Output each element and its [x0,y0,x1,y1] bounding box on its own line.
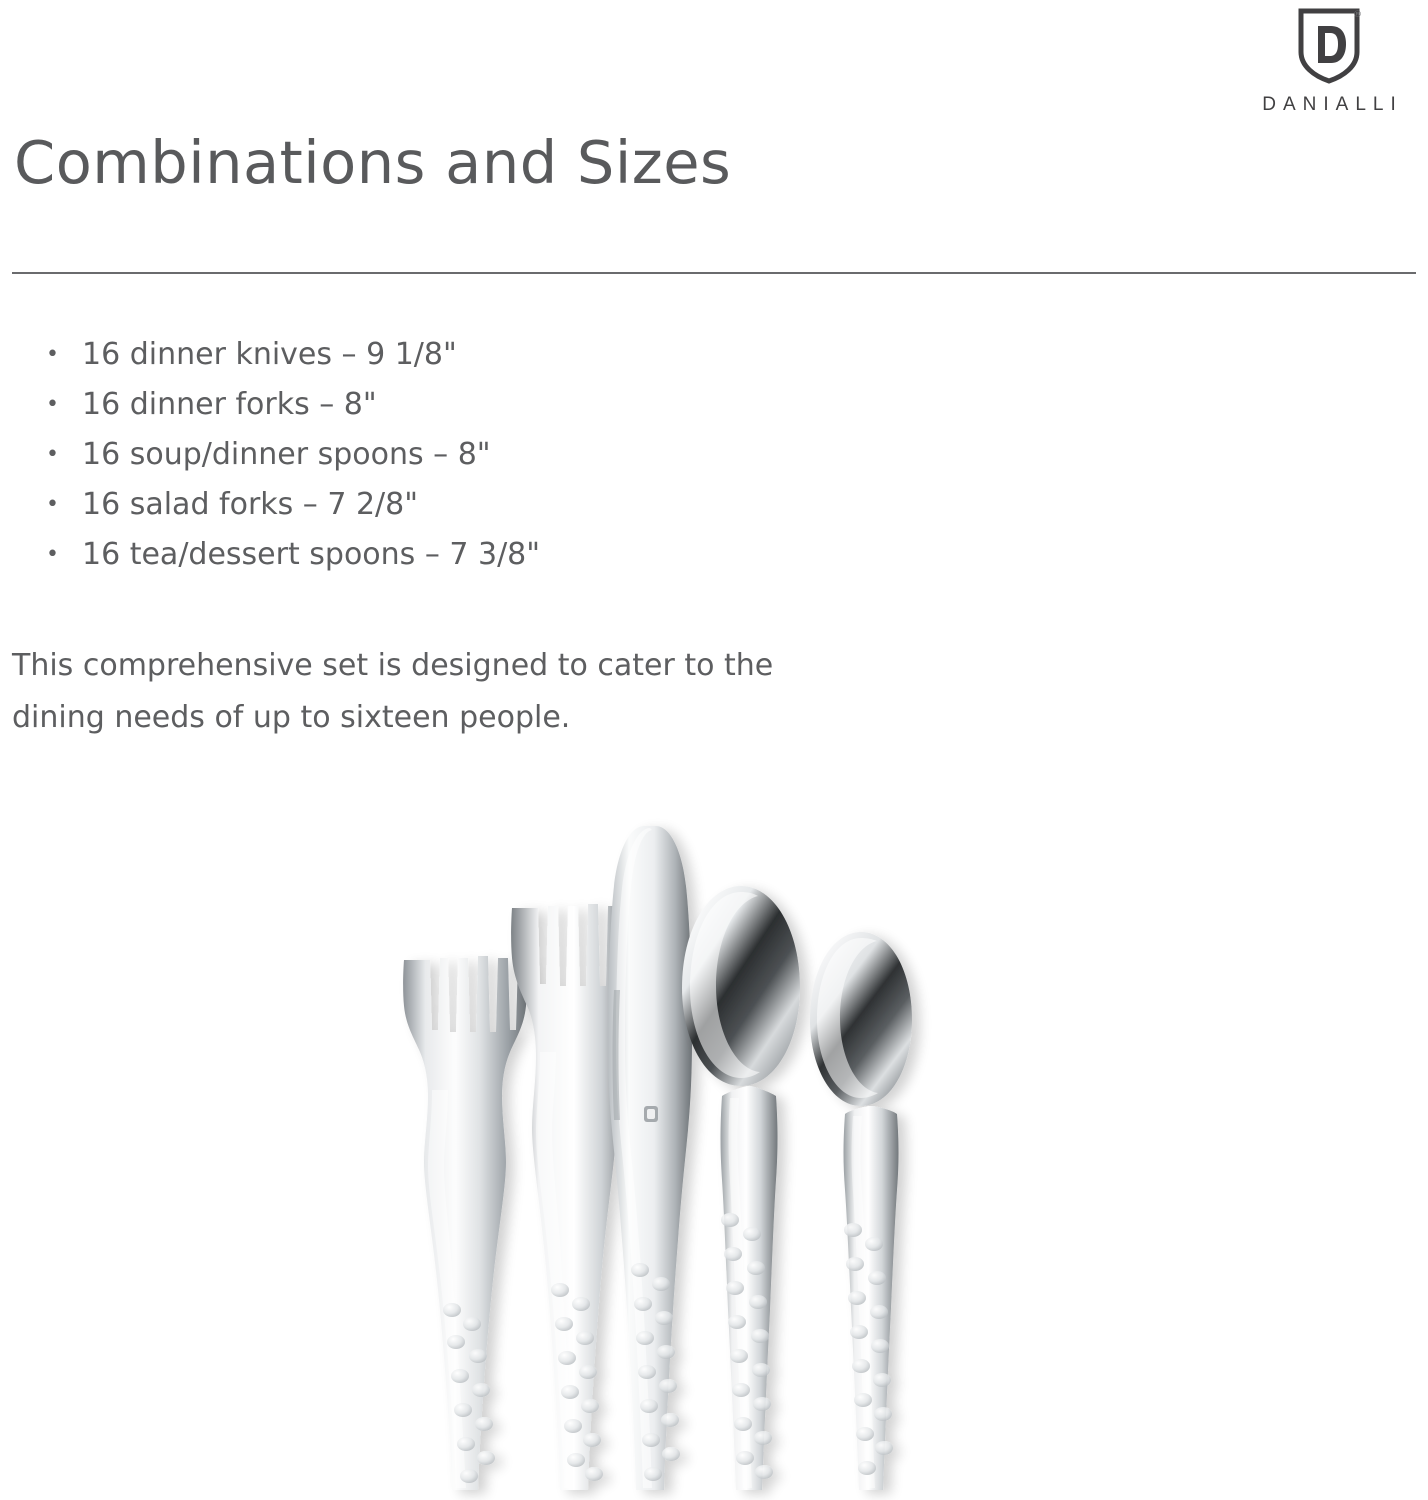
page-title: Combinations and Sizes [14,128,732,197]
brand-name: DANIALLI [1262,94,1403,115]
list-item: • 16 dinner knives – 9 1/8" [14,330,1014,380]
description-line-1: This comprehensive set is designed to cater to the [12,648,774,683]
list-item: • 16 tea/dessert spoons – 7 3/8" [14,530,1014,580]
title-divider [12,272,1416,274]
description-line-2: dining needs of up to sixteen people. [12,700,571,735]
list-item: • 16 soup/dinner spoons – 8" [14,430,1014,480]
piece-soup-spoon [682,886,800,1490]
list-item: • 16 salad forks – 7 2/8" [14,480,1014,530]
piece-tea-spoon [810,932,912,1490]
list-item: • 16 dinner forks – 8" [14,380,1014,430]
specs-list [14,330,1014,580]
description-paragraph [12,640,892,744]
piece-dinner-knife [608,826,692,1490]
piece-salad-fork [403,956,527,1490]
knife-maker-mark [644,1106,658,1122]
registered-mark: ® [1353,10,1362,20]
shield-logo-icon [1298,8,1360,84]
product-image [0,790,1428,1500]
brand-logo [1244,8,1414,116]
